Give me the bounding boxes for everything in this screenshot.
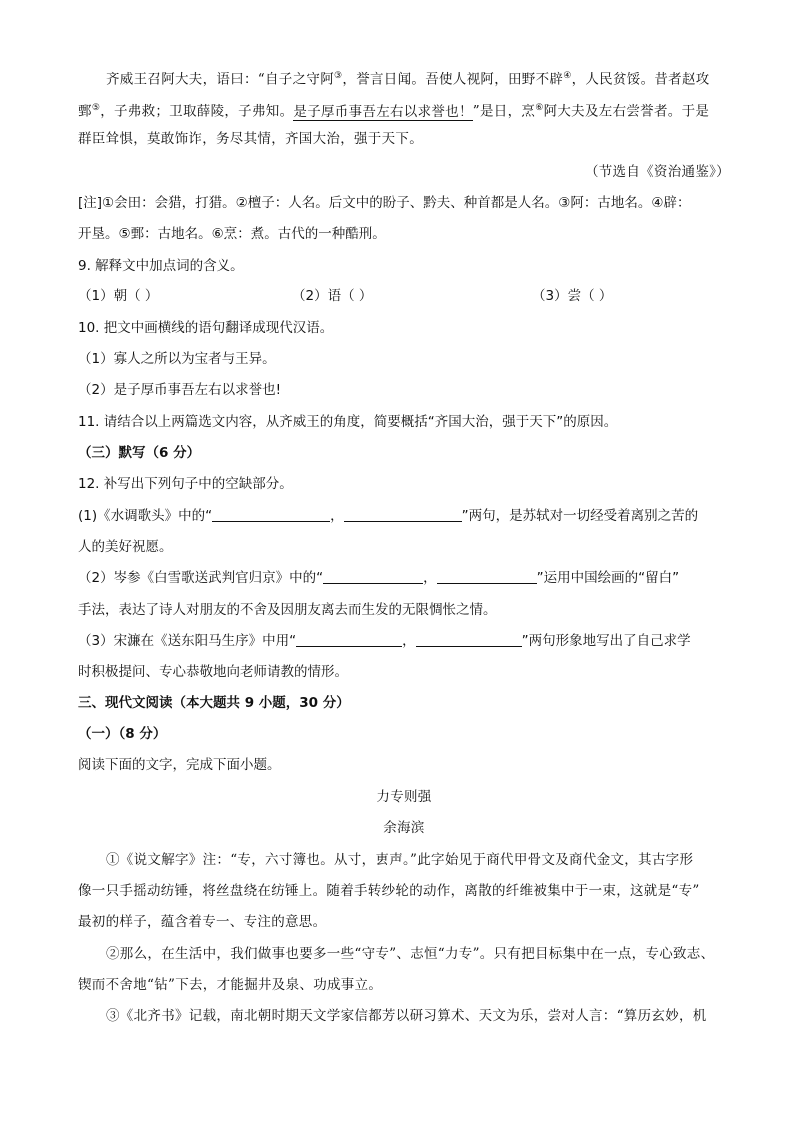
footnote-marker: ④ xyxy=(563,71,572,81)
part-3-sub-heading: （一）（8 分） xyxy=(78,726,167,742)
q12-text: ， xyxy=(402,633,416,649)
article-p1-line-3: 最初的样子，蕴含着专一、专注的意思。 xyxy=(78,914,327,930)
article-p2-line-2: 锲而不舍地“钻”下去，才能掘井及泉、功成事立。 xyxy=(78,977,383,993)
q12-item-3-cont: 时积极提问、专心恭敬地向老师请教的情形。 xyxy=(78,664,348,680)
passage-line-2 xyxy=(78,98,730,122)
notes-line-2: 开垦。⑤鄄：古地名。⑥烹：煮。古代的一种酷刑。 xyxy=(78,226,386,242)
answer-blank[interactable] xyxy=(344,507,462,522)
footnote-marker: ⑥ xyxy=(535,103,544,113)
article-p1-line-2: 像一只手摇动纺锤，将丝盘绕在纺锤上。随着手转纱轮的动作，离散的纤维被集中于一束，这就是“专” xyxy=(78,883,700,899)
question-9-prompt: 9. 解释文中加点词的含义。 xyxy=(78,258,244,274)
answer-blank[interactable] xyxy=(212,507,330,522)
footnote-marker: ⑤ xyxy=(91,103,101,113)
q12-item-2 xyxy=(78,568,730,588)
q12-text: ”两句，是苏轼对一切经受着离别之苦的 xyxy=(461,508,699,524)
answer-blank[interactable] xyxy=(437,569,537,584)
passage-text: ，子弗救；卫取薛陵，子弗知。 xyxy=(100,103,294,120)
passage-text: ，人民贫馁。昔者赵攻 xyxy=(571,71,710,88)
passage-line-1 xyxy=(78,66,730,90)
q9-item-2: （2）语（ ） xyxy=(292,288,373,304)
article-author: 余海滨 xyxy=(383,820,425,836)
q12-text: ， xyxy=(330,508,344,524)
passage-text: ，誉言日闻。吾使人视阿，田野不辟 xyxy=(342,71,564,88)
q12-text: ”两句形象地写出了自己求学 xyxy=(521,633,691,649)
q12-item-3 xyxy=(78,631,730,651)
q12-text: ”运用中国绘画的“留白” xyxy=(536,570,680,586)
q10-item-1: （1）寡人之所以为宝者与王异。 xyxy=(78,351,276,367)
article-title: 力专则强 xyxy=(376,789,432,805)
section-dictation-heading: （三）默写（6 分） xyxy=(78,445,201,461)
answer-blank[interactable] xyxy=(296,632,402,647)
q12-text: （2）岑参《白雪歌送武判官归京》中的“ xyxy=(78,570,324,586)
q12-text: （3）宋濂在《送东阳马生序》中用“ xyxy=(78,633,297,649)
passage-line-3: 群臣耸惧，莫敢饰诈，务尽其情，齐国大治，强于天下。 xyxy=(78,131,423,147)
underlined-sentence: 是子厚币事吾左右以求誉也！ xyxy=(293,103,473,120)
passage-text: ”是日，烹 xyxy=(472,103,536,120)
q12-item-1 xyxy=(78,506,730,526)
article-p3-line-1: ③《北齐书》记载，南北朝时期天文学家信都芳以研习算术、天文为乐，尝对人言：“算历玄妙，机 xyxy=(106,1008,707,1024)
passage-text: 齐威王召阿大夫，语曰：“自子之守阿 xyxy=(106,71,335,88)
footnote-marker: ③ xyxy=(334,71,343,81)
q9-item-1: （1）朝（ ） xyxy=(78,288,159,304)
q12-item-1-cont: 人的美好祝愿。 xyxy=(78,539,173,555)
answer-blank[interactable] xyxy=(416,632,522,647)
q12-text: ， xyxy=(423,570,437,586)
q12-item-2-cont: 手法，表达了诗人对朋友的不舍及因朋友离去而生发的无限惆怅之情。 xyxy=(78,602,497,618)
question-12-prompt: 12. 补写出下列句子中的空缺部分。 xyxy=(78,476,293,492)
notes-line-1: [注]①会田：会猎，打猎。②檀子：人名。后文中的盼子、黔夫、种首都是人名。③阿：古地名。④辟： xyxy=(78,195,691,211)
article-p1-line-1: ①《说文解字》注：“专，六寸簿也。从寸，叀声。”此字始见于商代甲骨文及商代金文，其古字形 xyxy=(106,852,694,868)
passage-text: 鄄 xyxy=(78,103,92,120)
question-10-prompt: 10. 把文中画横线的语句翻译成现代汉语。 xyxy=(78,320,334,336)
passage-text: 阿大夫及左右尝誉者。于是 xyxy=(543,103,710,120)
article-p2-line-1: ②那么，在生活中，我们做事也要多一些“守专”、志恒“力专”。只有把目标集中在一点，专心致志、 xyxy=(106,946,715,962)
part-3-instruction: 阅读下面的文字，完成下面小题。 xyxy=(78,757,281,773)
q10-item-2: （2）是子厚币事吾左右以求誉也! xyxy=(78,382,282,398)
answer-blank[interactable] xyxy=(323,569,423,584)
passage-source: （节选自《资治通鉴》） xyxy=(584,164,730,180)
q9-item-3: （3）尝（ ） xyxy=(532,288,613,304)
part-3-heading: 三、现代文阅读（本大题共 9 小题，30 分） xyxy=(78,695,350,711)
question-11-prompt: 11. 请结合以上两篇选文内容，从齐威王的角度，简要概括“齐国大治，强于天下”的原因。 xyxy=(78,414,618,430)
q12-text: (1)《水调歌头》中的“ xyxy=(78,508,213,524)
